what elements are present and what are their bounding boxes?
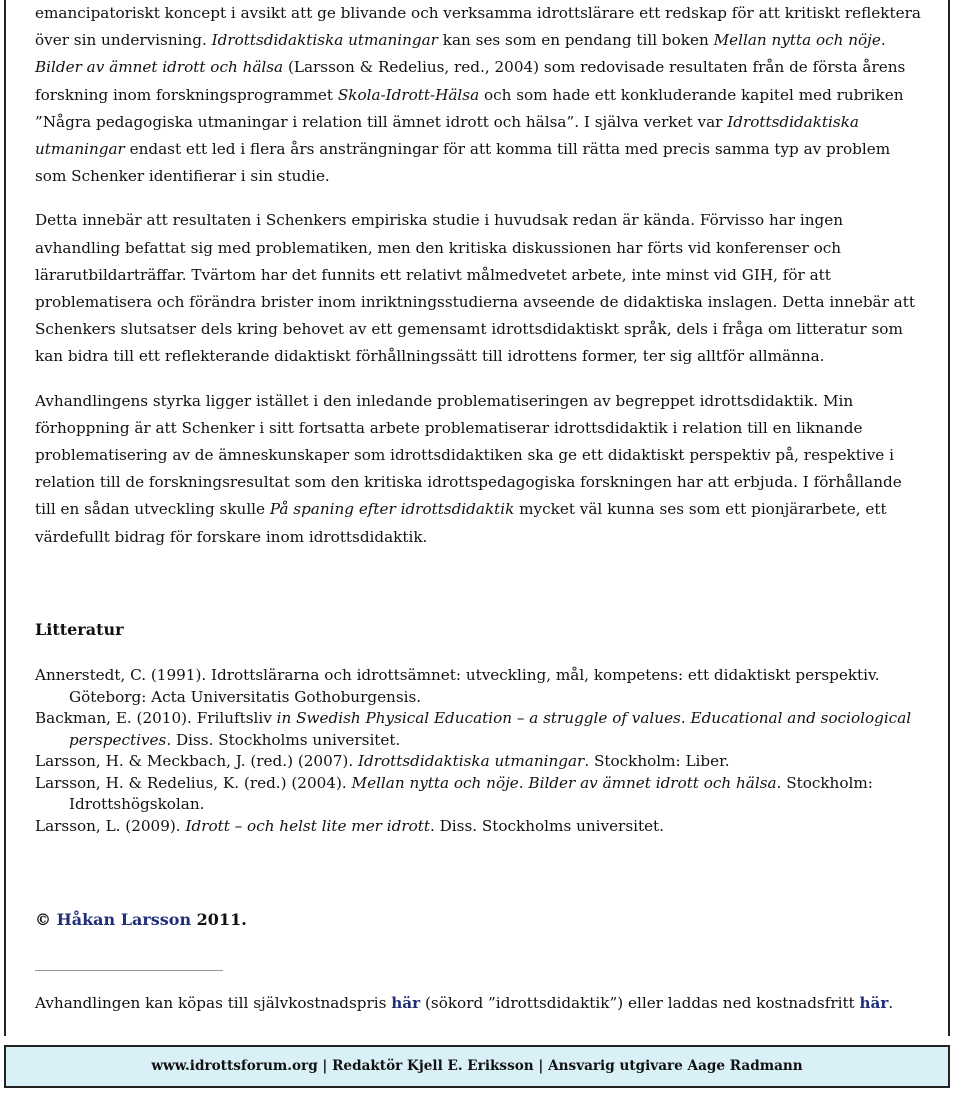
- text-run: (Larsson & Redelius, red., 2004) som redovisade resultaten från de första årens forskning inom forskningsprogrammet: [35, 58, 906, 104]
- text-run: . Stockholm: Liber.: [584, 752, 730, 770]
- copyright-year: 2011.: [196, 910, 247, 929]
- text-run: . Stockholm: Idrottshögskolan.: [69, 773, 873, 813]
- publisher-credit: Ansvarig utgivare Aage Radmann: [548, 1058, 803, 1074]
- author-link[interactable]: Håkan Larsson: [56, 910, 192, 929]
- text-run: mycket väl kunna ses som ett pionjärarbete, ett värdefullt bidrag för forskare inom idrottsdidaktik.: [35, 500, 887, 546]
- reference-item: [35, 665, 930, 708]
- purchase-text: .: [888, 994, 894, 1012]
- text-run: Avhandlingens styrka ligger istället i den inledande problematiseringen av begreppet idrottsdidaktik. Min förhoppning är att Schenker i sitt fortsatta arbete problematiserar idrottsdidaktik i relation till en liknande problematisering av de ämneskunskaper som idrottsdidaktiken ska ge ett didaktiskt perspektiv på, respektive i relation till de forskningsresultat som den kritiska idrottspedagogiska forskningen har att erbjuda. I förhållande till en sådan utveckling skulle: [35, 391, 902, 519]
- italic-text: Mellan nytta och nöje. Bilder av ämnet idrott och hälsa: [351, 773, 777, 792]
- text-run: . Diss. Stockholms universitet.: [166, 730, 401, 749]
- copyright-symbol: ©: [35, 910, 51, 929]
- purchase-text: (sökord ”idrottsdidaktik”) eller laddas ned kostnadsfritt: [420, 994, 860, 1012]
- text-run: Backman, E. (2010). Friluftsliv: [35, 709, 277, 727]
- buy-link[interactable]: här: [391, 994, 421, 1012]
- reference-item: [35, 751, 930, 773]
- separator: |: [317, 1058, 333, 1074]
- text-run: Annerstedt, C. (1991). Idrottslärarna och idrottsämnet: utveckling, mål, kompetens: ett didaktiskt perspektiv. Göteborg: Acta Universitatis Gothoburgensis.: [35, 666, 880, 706]
- italic-text: Idrottsdidaktiska utmaningar: [357, 752, 585, 770]
- footer-bar: [4, 1045, 950, 1088]
- reference-item: [35, 708, 930, 751]
- paragraph: [35, 207, 925, 370]
- divider: [35, 970, 223, 971]
- purchase-text: Avhandlingen kan köpas till självkostnadspris: [35, 994, 392, 1012]
- reference-item: [35, 816, 930, 838]
- text-run: kan ses som en pendang till boken: [437, 31, 714, 50]
- editor-credit: Redaktör Kjell E. Eriksson: [332, 1058, 534, 1074]
- separator: |: [533, 1058, 549, 1074]
- paragraph: [35, 388, 925, 551]
- text-run: Detta innebär att resultaten i Schenkers empiriska studie i huvudsak redan är kända. Förvisso har ingen avhandling befattat sig med problematiken, men den kritiska diskussionen har förts vid konferenser och lärarutbildarträffar. Tvärtom har det funnits ett relativt målmedvetet arbete, inte minst vid GIH, för att problematisera och förändra brister inom inriktningsstudierna avseende de didaktiska inslagen. Detta innebär att Schenkers slutsatser dels kring behovet av ett gemensamt idrottsdidaktiskt språk, dels i fråga om litteratur som kan bidra till ett reflekterande didaktiskt förhållningssätt till idrottens former, ter sig alltför allmänna.: [35, 211, 915, 366]
- reference-item: [35, 773, 930, 816]
- download-link[interactable]: här: [859, 994, 889, 1012]
- copyright-line: [35, 910, 247, 929]
- article-body: [35, 0, 925, 551]
- reference-list: [35, 665, 930, 837]
- italic-text: På spaning efter idrottsdidaktik: [269, 500, 515, 519]
- text-run: och som hade ett konkluderande kapitel med rubriken ”Några pedagogiska utmaningar i relation till ämnet idrott och hälsa”. I själva verket var: [35, 85, 904, 131]
- italic-text: Mellan nytta och nöje. Bilder av ämnet idrott och hälsa: [35, 31, 886, 77]
- text-run: emancipatoriskt koncept i avsikt att ge blivande och verksamma idrottslärare ett redskap för att kritiskt reflektera över sin undervisning.: [35, 4, 921, 50]
- text-run: Larsson, H. & Meckbach, J. (red.) (2007).: [35, 752, 358, 770]
- literature-heading: Litteratur: [35, 620, 124, 639]
- text-run: Larsson, H. & Redelius, K. (red.) (2004).: [35, 773, 352, 792]
- text-run: endast ett led i flera års ansträngningar för att komma till rätta med precis samma typ av problem som Schenker identifierar i sin studie.: [35, 140, 891, 186]
- text-run: Larsson, L. (2009).: [35, 816, 186, 835]
- italic-text: Idrottsdidaktiska utmaningar: [35, 112, 859, 159]
- italic-text: Idrottsdidaktiska utmaningar: [211, 31, 438, 50]
- paragraph: [35, 0, 925, 190]
- italic-text: Skola-Idrott-Hälsa: [337, 85, 480, 104]
- italic-text: Idrott – och helst lite mer idrott: [185, 816, 430, 835]
- purchase-note: [35, 992, 893, 1014]
- text-run: . Diss. Stockholms universitet.: [429, 816, 664, 835]
- italic-text: in Swedish Physical Education – a struggle of values. Educational and sociological perspectives: [69, 709, 912, 749]
- site-link[interactable]: www.idrottsforum.org: [151, 1058, 318, 1074]
